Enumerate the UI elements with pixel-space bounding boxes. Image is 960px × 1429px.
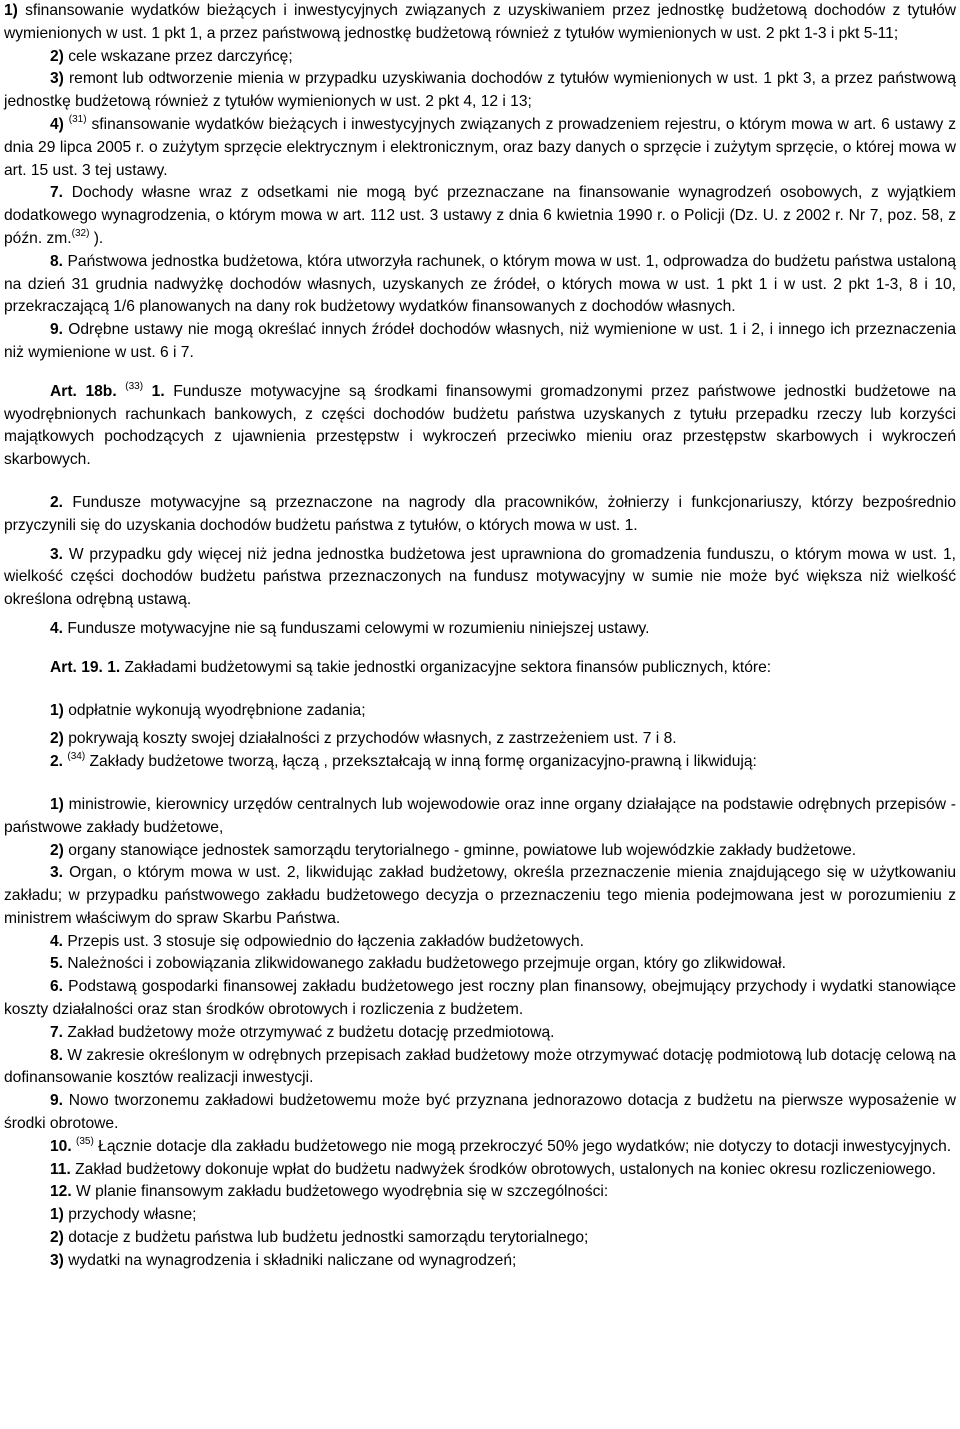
item-text: organy stanowiące jednostek samorządu terytorialnego - gminne, powiatowe lub wojewódzkie zakłady budżetowe. bbox=[63, 841, 857, 859]
paragraph-number: 8. bbox=[50, 1046, 64, 1064]
paragraph-text: Dochody własne wraz z odsetkami nie mogą być przeznaczane na finansowanie wynagrodzeń osobowych, z wyjątkiem dodatkowego wynagrodzenia, o którym mowa w art. 112 ust. 3 ustawy z dnia 6 kwietnia 1990 r. o Policji (Dz. U. z 2002 r. Nr 7, poz. 58, z późn. zm. bbox=[4, 184, 956, 247]
paragraph-number: 6. bbox=[50, 978, 64, 996]
paragraph-number: 9. bbox=[50, 1092, 64, 1110]
paragraph-text: Zakład budżetowy może otrzymywać z budżetu dotację przedmiotową. bbox=[63, 1023, 555, 1041]
item-number: 2) bbox=[50, 730, 64, 748]
item-text: cele wskazane przez darczyńcę; bbox=[63, 47, 293, 65]
paragraph-text: Podstawą gospodarki finansowej zakładu budżetowego jest roczny plan finansowy, obejmujący przychody i wydatki stanowiące koszty działalności oraz stan środków obrotowych i rozliczenia z budżetem. bbox=[4, 978, 956, 1019]
item-text: wydatki na wynagrodzenia i składniki naliczane od wynagrodzeń; bbox=[63, 1251, 517, 1269]
paragraph-text: Zakładami budżetowymi są takie jednostki organizacyjne sektora finansów publicznych, które: bbox=[120, 658, 772, 676]
paragraph bbox=[4, 1181, 956, 1204]
footnote-ref: (32) bbox=[71, 227, 90, 239]
article-paragraph bbox=[4, 381, 956, 472]
paragraph-number: 7. bbox=[50, 184, 64, 202]
paragraph-text: W zakresie określonym w odrębnych przepisach zakład budżetowy może otrzymywać dotację podmiotową lub dotację celową na dofinansowanie kosztów realizacji inwestycji. bbox=[4, 1046, 956, 1087]
footnote-ref: (34) bbox=[67, 751, 86, 763]
item-text: sfinansowanie wydatków bieżących i inwestycyjnych związanych z prowadzeniem rejestru, o którym mowa w art. 6 ustawy z dnia 29 lipca 2005 r. o zużytym sprzęcie elektrycznym i elektronicznym, oraz bazy danych o sprzęcie i zużytym sprzęcie, o której mowa w art. 15 ust. 3 tej ustawy. bbox=[4, 115, 956, 179]
paragraph bbox=[4, 751, 956, 774]
footnote-ref: (35) bbox=[76, 1135, 94, 1147]
item-text: odpłatnie wykonują wyodrębnione zadania; bbox=[63, 701, 366, 719]
item-text: dotacje z budżetu państwa lub budżetu jednostki samorządu terytorialnego; bbox=[63, 1229, 589, 1247]
item-text: ministrowie, kierownicy urzędów centralnych lub wojewodowie oraz inne organy działające na podstawie odrębnych przepisów - państwowe zakłady budżetowe, bbox=[4, 795, 956, 836]
paragraph bbox=[4, 319, 956, 365]
paragraph bbox=[4, 976, 956, 1022]
paragraph bbox=[4, 492, 956, 538]
item-text: remont lub odtworzenie mienia w przypadku uzyskiwania dochodów z tytułów wymienionych w ust. 1 pkt 3, a przez państwową jednostkę budżetową również z tytułów wymienionych w ust. 2 pkt 4, 12 i 13; bbox=[4, 70, 956, 111]
paragraph bbox=[4, 862, 956, 930]
paragraph-text: Organ, o którym mowa w ust. 2, likwidując zakład budżetowy, określa przeznaczenie mienia znajdującego się w użytkowaniu zakładu; w przypadku państwowego zakładu budżetowego decyzja o przeznaczeniu tego mienia podejmowana jest w porozumieniu z ministrem właściwym do spraw Skarbu Państwa. bbox=[4, 864, 956, 927]
paragraph-text: Zakłady budżetowe tworzą, łączą , przekształcają w inną formę organizacyjno-prawną i likwidują: bbox=[85, 753, 757, 771]
list-item bbox=[4, 700, 956, 723]
paragraph-number: 3. bbox=[50, 864, 64, 882]
paragraph bbox=[4, 953, 956, 976]
footnote-ref: (31) bbox=[68, 113, 87, 125]
paragraph bbox=[4, 1090, 956, 1136]
item-number: 1) bbox=[50, 795, 64, 813]
list-item bbox=[4, 46, 956, 69]
list-item bbox=[4, 1250, 956, 1273]
item-number: 2) bbox=[50, 47, 64, 65]
paragraph-number: 10. bbox=[50, 1137, 72, 1155]
item-text: przychody własne; bbox=[63, 1206, 197, 1224]
paragraph-number: 9. bbox=[50, 321, 64, 339]
list-item bbox=[4, 1227, 956, 1250]
paragraph-text: Łącznie dotacje dla zakładu budżetowego nie mogą przekroczyć 50% jego wydatków; nie dotyczy to dotacji inwestycyjnych. bbox=[93, 1137, 952, 1155]
paragraph-number: 4. bbox=[50, 932, 64, 950]
paragraph-text: Fundusze motywacyjne nie są funduszami celowymi w rozumieniu niniejszej ustawy. bbox=[63, 619, 650, 637]
paragraph-text: W przypadku gdy więcej niż jedna jednostka budżetowa jest uprawniona do gromadzenia funduszu, o którym mowa w ust. 1, wielkość części dochodów budżetu państwa przeznaczonych na fundusz motywacyjny w sumie nie może być większa niż wielkość określona odrębną ustawą. bbox=[4, 545, 956, 609]
paragraph-number: 4. bbox=[50, 619, 64, 637]
paragraph-text: Nowo tworzonemu zakładowi budżetowemu może być przyznana jednorazowo dotacja z budżetu na pierwsze wyposażenie w środki obrotowe. bbox=[4, 1092, 956, 1133]
list-item bbox=[4, 68, 956, 114]
list-item bbox=[4, 0, 956, 46]
paragraph-text: Przepis ust. 3 stosuje się odpowiednio do łączenia zakładów budżetowych. bbox=[63, 932, 584, 950]
paragraph bbox=[4, 1136, 956, 1159]
paragraph bbox=[4, 182, 956, 250]
paragraph-text: Odrębne ustawy nie mogą określać innych źródeł dochodów własnych, niż wymienione w ust. 1 i 2, i innego ich przeznaczenia niż wymienione w ust. 6 i 7. bbox=[4, 321, 956, 361]
paragraph-number: 11. bbox=[50, 1160, 71, 1178]
paragraph bbox=[4, 931, 956, 954]
list-item bbox=[4, 1204, 956, 1227]
item-number: 2) bbox=[50, 1229, 64, 1247]
paragraph bbox=[4, 544, 956, 612]
article-heading: Art. 19. 1. bbox=[50, 658, 121, 676]
paragraph-text: Zakład budżetowy dokonuje wpłat do budżetu nadwyżek środków obrotowych, ustalonych na koniec okresu rozliczeniowego. bbox=[70, 1160, 936, 1178]
item-number: 4) bbox=[50, 115, 64, 133]
paragraph-text: Fundusze motywacyjne są środkami finansowymi gromadzonymi przez państwowe jednostki budżetowe na wyodrębnionych rachunkach bankowych, z części dochodów budżetu państwa uzyskanych z tytułu przepadku rzeczy lub korzyści majątkowych pochodzących z ujawnienia przestępstw i wykroczeń przeciwko mieniu oraz przestępstw skarbowych i wykroczeń skarbowych. bbox=[4, 382, 956, 469]
paragraph bbox=[4, 1045, 956, 1091]
item-number: 1) bbox=[50, 701, 64, 719]
paragraph-number: 1. bbox=[151, 382, 165, 400]
item-number: 3) bbox=[50, 1251, 64, 1269]
legal-document bbox=[4, 0, 956, 1273]
item-text: sfinansowanie wydatków bieżących i inwestycyjnych związanych z uzyskiwaniem przez jednostkę budżetową dochodów z tytułów wymienionych w ust. 1 pkt 1, a przez państwową jednostkę budżetową również z tytułów wymienionych w ust. 2 pkt 1-3 i pkt 5-11; bbox=[4, 2, 956, 42]
paragraph-text: Należności i zobowiązania zlikwidowanego zakładu budżetowego przejmuje organ, który go zlikwidował. bbox=[63, 955, 786, 973]
item-number: 3) bbox=[50, 70, 64, 88]
paragraph-number: 5. bbox=[50, 955, 64, 973]
article-heading: Art. 18b. bbox=[50, 382, 117, 400]
paragraph bbox=[4, 618, 956, 641]
paragraph bbox=[4, 1022, 956, 1045]
paragraph bbox=[4, 251, 956, 319]
item-number: 2) bbox=[50, 841, 64, 859]
paragraph bbox=[4, 1159, 956, 1182]
item-text: pokrywają koszty swojej działalności z przychodów własnych, z zastrzeżeniem ust. 7 i 8. bbox=[63, 730, 677, 748]
list-item bbox=[4, 114, 956, 182]
paragraph-number: 12. bbox=[50, 1183, 72, 1201]
item-number: 1) bbox=[4, 2, 18, 19]
footnote-ref: (33) bbox=[125, 380, 144, 392]
paragraph-number: 2. bbox=[50, 753, 64, 771]
paragraph-text: Fundusze motywacyjne są przeznaczone na nagrody dla pracowników, żołnierzy i funkcjonariuszy, którzy bezpośrednio przyczynili się do uzyskania dochodów budżetu państwa z tytułów, o których mowa w ust. 1. bbox=[4, 493, 956, 534]
paragraph-number: 8. bbox=[50, 252, 64, 270]
list-item bbox=[4, 794, 956, 840]
paragraph-number: 7. bbox=[50, 1023, 64, 1041]
paragraph-text: Państwowa jednostka budżetowa, która utworzyła rachunek, o którym mowa w ust. 1, odprowadza do budżetu państwa ustaloną na dzień 31 grudnia nadwyżkę dochodów własnych, uzyskanych ze źródeł, o których mowa w ust. 1 pkt 1 i w ust. 2 pkt 1-3, 8 i 10, przekraczającą 1/6 planowanych na dany rok budżetowy wydatków finansowanych z dochodów własnych. bbox=[4, 252, 956, 316]
paragraph-text: W planie finansowym zakładu budżetowego wyodrębnia się w szczególności: bbox=[71, 1183, 609, 1201]
paragraph-text-tail: ). bbox=[89, 229, 104, 247]
paragraph-number: 2. bbox=[50, 493, 64, 511]
article-paragraph bbox=[4, 657, 956, 680]
list-item bbox=[4, 840, 956, 863]
item-number: 1) bbox=[50, 1206, 64, 1224]
paragraph-number: 3. bbox=[50, 545, 64, 563]
list-item bbox=[4, 728, 956, 751]
